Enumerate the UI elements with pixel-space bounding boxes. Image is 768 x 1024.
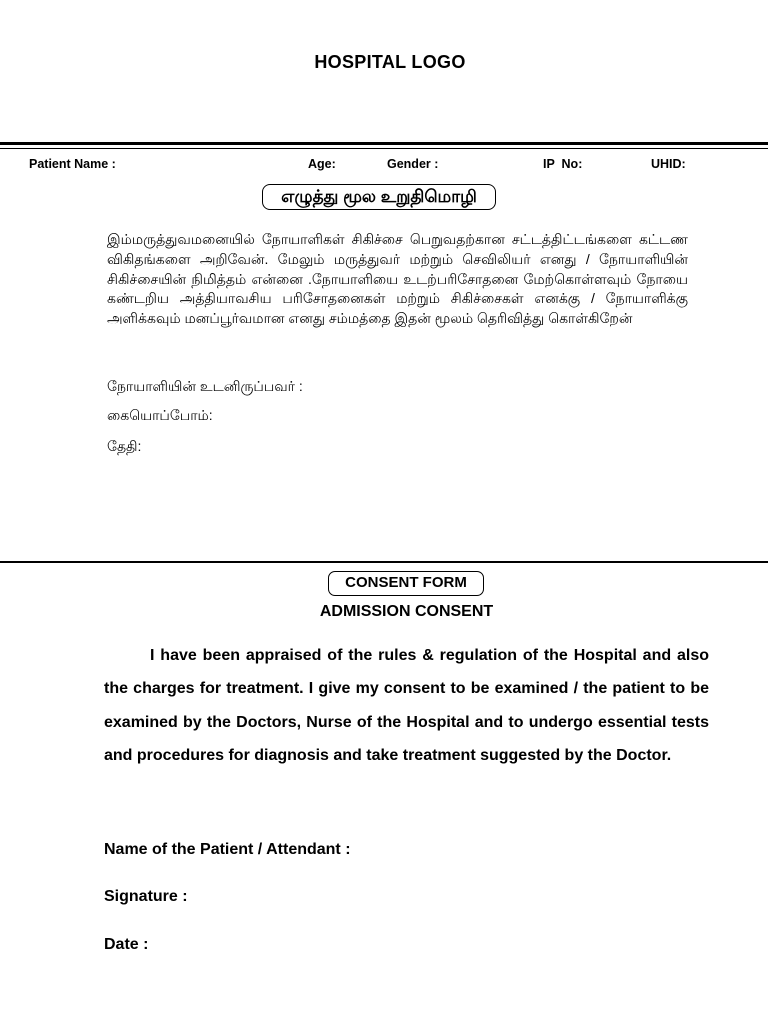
ip-no-label: IP No: (543, 157, 583, 171)
tamil-consent-paragraph: இம்மருத்துவமனையில் நோயாளிகள் சிகிச்சை பெறுவதற்கான சட்டத்திட்டங்களை கட்டண விகிதங்களை அறிவேன். மேலும் மருத்துவர் மற்றும் செவிலியர் எனது / நோயாளியின் சிகிச்சையின் நிமித்தம் என்னை .நோயாளியை உடற்பரிசோதனை மேற்கொள்ளவும் நோயை கண்டறிய அத்தியாவசிய பரிசோதனைகள் மற்றும் சிகிச்சைகள் எனக்கு / நோயாளிக்கு அளிக்கவும் மனப்பூர்வமான எனது சம்மத்தை இதன் மூலம் தெரிவித்து கொள்கிறேன் (107, 231, 688, 327)
uhid-label: UHID: (651, 157, 686, 171)
tamil-date-label: தேதி: (107, 438, 142, 454)
header-divider-thick (0, 142, 768, 145)
section-divider (0, 561, 768, 563)
age-label: Age: (308, 157, 336, 171)
patient-name-label: Patient Name : (29, 157, 116, 171)
patient-attendant-name-label: Name of the Patient / Attendant : (104, 841, 351, 858)
signature-label: Signature : (104, 888, 188, 905)
hospital-logo-text: HOSPITAL LOGO (314, 52, 466, 72)
admission-consent-subtitle: ADMISSION CONSENT (319, 603, 494, 620)
consent-form-title: CONSENT FORM (328, 571, 484, 596)
tamil-attendant-label: நோயாளியின் உடனிருப்பவர் : (107, 378, 303, 394)
header-divider-thin (0, 148, 768, 149)
english-consent-paragraph: I have been appraised of the rules & regulation of the Hospital and also the charges for treatment. I give my consent to be examined / the patient to be examined by the Doctors, Nurse of the Hospital and to undergo essential tests and procedures for diagnosis and take treatment suggested by the Doctor. (104, 647, 709, 764)
tamil-consent-title: எழுத்து மூல உறுதிமொழி (262, 184, 496, 210)
gender-label: Gender : (387, 157, 439, 171)
tamil-signature-label: கையொப்போம்: (107, 407, 213, 423)
date-label: Date : (104, 936, 149, 953)
